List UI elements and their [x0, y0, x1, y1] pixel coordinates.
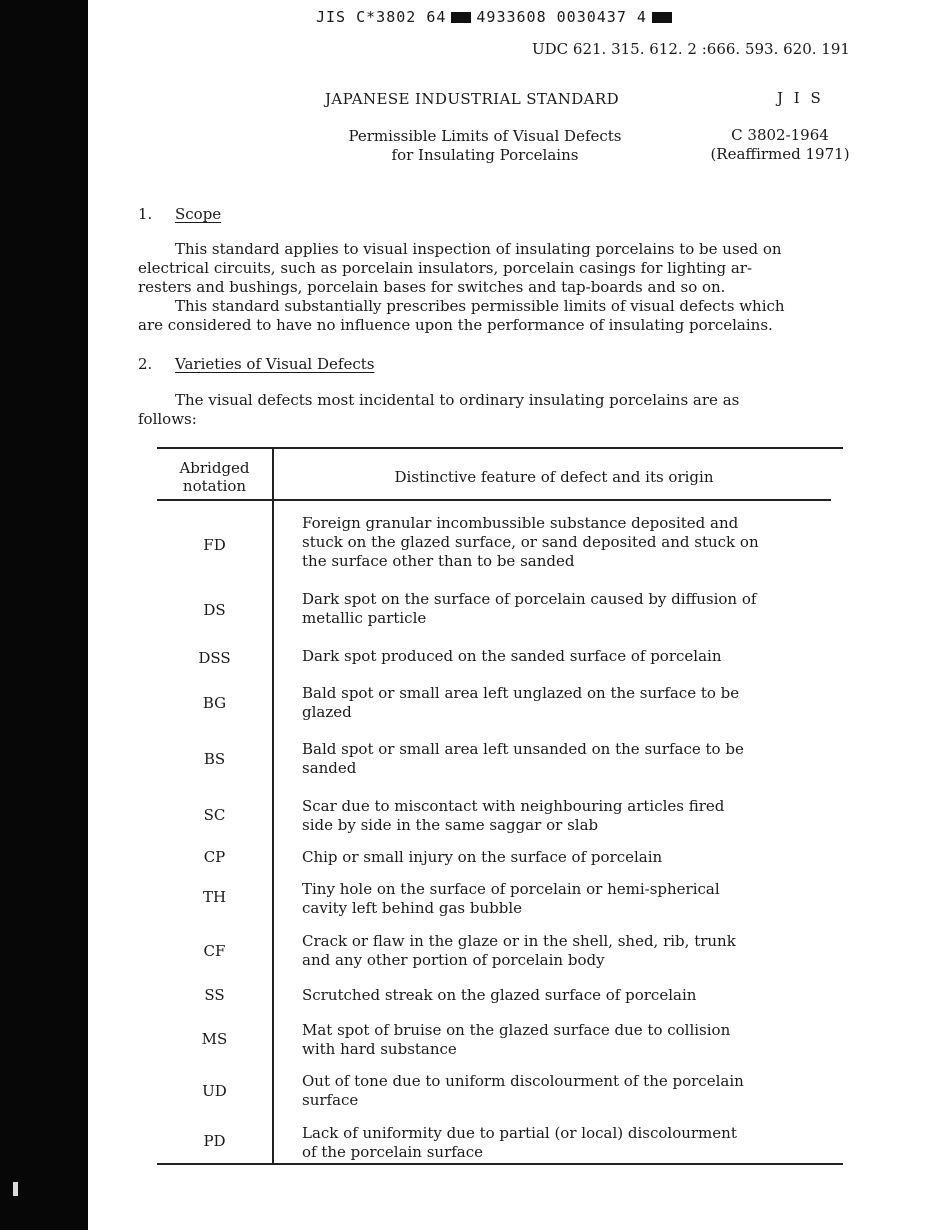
scan-edge — [0, 0, 88, 1230]
organization-name: JAPANESE INDUSTRIAL STANDARD — [325, 90, 620, 108]
description-line: Lack of uniformity due to partial (or local) discolourment — [302, 1124, 737, 1142]
section-title: Scope — [175, 205, 222, 223]
table-row-code: CF — [203, 942, 226, 960]
description-line: stuck on the glazed surface, or sand deposited and stuck on — [302, 533, 759, 551]
table-row-code: SS — [204, 986, 225, 1004]
document-code — [316, 8, 677, 26]
document-code-right: 4933608 0030437 4 — [476, 8, 647, 26]
text-line: The visual defects most incidental to ordinary insulating porcelains are as — [175, 391, 740, 409]
description-line: the surface other than to be sanded — [302, 552, 575, 570]
table-row-code: BS — [203, 750, 226, 768]
text-line: are considered to have no influence upon the performance of insulating porcelains. — [138, 316, 773, 334]
description-line: Mat spot of bruise on the glazed surface due to collision — [302, 1021, 731, 1039]
table-row-code: MS — [201, 1030, 228, 1048]
table-row-code: BG — [202, 694, 227, 712]
table-row-description — [302, 1021, 837, 1059]
description-line: Dark spot on the surface of porcelain caused by diffusion of — [302, 590, 757, 608]
description-line: with hard substance — [302, 1040, 457, 1058]
text-line: resters and bushings, porcelain bases for switches and tap-boards and so on. — [138, 278, 726, 296]
text-line: follows: — [138, 410, 197, 428]
description-line: Tiny hole on the surface of porcelain or hemi-spherical — [302, 880, 720, 898]
description-line: Scrutched streak on the glazed surface of porcelain — [302, 986, 697, 1004]
table-row-description — [302, 880, 837, 918]
description-line: glazed — [302, 703, 352, 721]
barcode-block — [451, 12, 471, 23]
table-row-code: CP — [203, 848, 226, 866]
table-row-description — [302, 740, 837, 778]
title-line: Permissible Limits of Visual Defects — [348, 127, 622, 145]
description-line: Foreign granular incombussible substance deposited and — [302, 514, 739, 532]
table-row-code: DSS — [198, 649, 231, 667]
section-number: 2. — [138, 355, 153, 373]
description-line: Scar due to miscontact with neighbouring articles fired — [302, 797, 725, 815]
description-line: Out of tone due to uniform discolourment of the porcelain — [302, 1072, 744, 1090]
description-line: side by side in the same saggar or slab — [302, 816, 599, 834]
description-line: metallic particle — [302, 609, 427, 627]
description-line: Chip or small injury on the surface of porcelain — [302, 848, 663, 866]
scope-paragraph — [138, 240, 843, 335]
table-row-description — [302, 797, 837, 835]
table-row-description — [302, 1072, 837, 1110]
section-heading-scope — [138, 205, 221, 223]
table-row-description — [302, 684, 837, 722]
title-line: for Insulating Porcelains — [391, 146, 579, 164]
scan-mark — [13, 1182, 18, 1196]
table-row-description — [302, 590, 837, 628]
barcode-block — [652, 12, 672, 23]
description-line: sanded — [302, 759, 357, 777]
column-header-feature: Distinctive feature of defect and its origin — [394, 468, 714, 486]
text-line: This standard substantially prescribes permissible limits of visual defects which — [175, 297, 785, 315]
column-header-notation — [157, 459, 272, 495]
table-row-description — [302, 647, 837, 666]
header-line: notation — [182, 477, 247, 495]
description-line: Dark spot produced on the sanded surface of porcelain — [302, 647, 722, 665]
table-row-description — [302, 986, 837, 1005]
standard-number-line: (Reaffirmed 1971) — [710, 145, 850, 163]
description-line: and any other portion of porcelain body — [302, 951, 605, 969]
standard-number — [700, 126, 860, 164]
header-line: Abridged — [179, 459, 250, 477]
table-row-description — [302, 514, 837, 571]
text-line: This standard applies to visual inspection of insulating porcelains to be used on — [175, 240, 782, 258]
description-line: of the porcelain surface — [302, 1143, 484, 1161]
table-row-code: PD — [203, 1132, 226, 1150]
section-heading-varieties — [138, 355, 374, 373]
description-line: surface — [302, 1091, 359, 1109]
section-title: Varieties of Visual Defects — [175, 355, 375, 373]
section-number: 1. — [138, 205, 153, 223]
udc-classification: UDC 621. 315. 612. 2 :666. 593. 620. 191 — [532, 40, 850, 58]
table-row-code: UD — [202, 1082, 227, 1100]
jis-mark: J I S — [777, 89, 824, 107]
header-rule — [157, 499, 831, 501]
standard-number-line: C 3802-1964 — [731, 126, 829, 144]
table-row-code: DS — [203, 601, 226, 619]
table-row-code: FD — [203, 536, 226, 554]
description-line: cavity left behind gas bubble — [302, 899, 523, 917]
varieties-intro — [138, 391, 843, 429]
text-line: electrical circuits, such as porcelain insulators, porcelain casings for lighting ar- — [138, 259, 753, 277]
table-row-code: SC — [203, 806, 226, 824]
defects-table — [157, 447, 843, 1165]
description-line: Bald spot or small area left unsanded on the surface to be — [302, 740, 744, 758]
table-row-code: TH — [202, 888, 227, 906]
column-rule — [272, 449, 274, 1165]
document-code-left: JIS C*3802 64 — [316, 8, 447, 26]
document-title — [315, 127, 655, 165]
table-row-description — [302, 932, 837, 970]
description-line: Bald spot or small area left unglazed on the surface to be — [302, 684, 740, 702]
table-row-description — [302, 1124, 837, 1162]
description-line: Crack or flaw in the glaze or in the shell, shed, rib, trunk — [302, 932, 736, 950]
table-row-description — [302, 848, 837, 867]
